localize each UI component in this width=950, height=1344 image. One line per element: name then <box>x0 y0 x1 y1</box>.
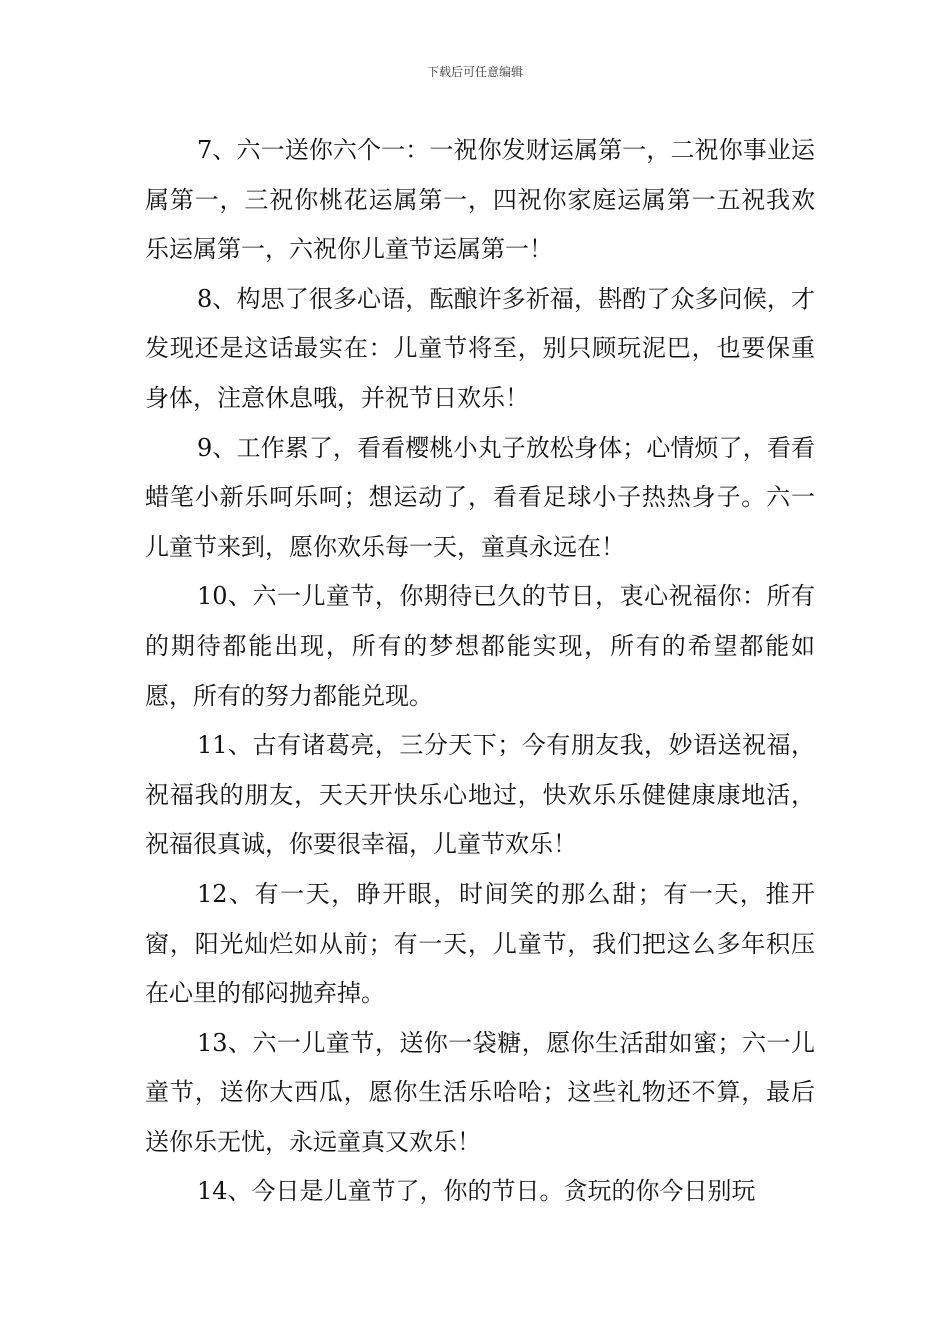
paragraph-10: 10、六一儿童节，你期待已久的节日，衷心祝福你：所有的期待都能出现，所有的梦想都能实现，所有的希望都能如愿，所有的努力都能兑现。 <box>145 582 815 710</box>
page-header: 下载后可任意编辑 <box>426 65 523 79</box>
paragraph-13: 13、六一儿童节，送你一袋糖，愿你生活甜如蜜；六一儿童节，送你大西瓜，愿你生活乐哈哈；这些礼物还不算，最后送你乐无忧，永远童真又欢乐！ <box>145 1028 815 1156</box>
paragraph-8: 8、构思了很多心语，酝酿许多祈福，斟酌了众多问候，才发现还是这话最实在：儿童节将至，别只顾玩泥巴，也要保重身体，注意休息哦，并祝节日欢乐！ <box>145 284 815 412</box>
paragraph-9: 9、工作累了，看看樱桃小丸子放松身体；心情烦了，看看蜡笔小新乐呵乐呵；想运动了，看看足球小子热热身子。六一儿童节来到，愿你欢乐每一天，童真永远在！ <box>145 433 815 561</box>
paragraph-11: 11、古有诸葛亮，三分天下；今有朋友我，妙语送祝福，祝福我的朋友，天天开快乐心地过，快欢乐乐健健康康地活，祝福很真诚，你要很幸福，儿童节欢乐！ <box>145 731 815 859</box>
paragraph-14: 14、今日是儿童节了，你的节日。贪玩的你今日别玩 <box>197 1177 756 1206</box>
paragraph-7: 7、六一送你六个一：一祝你发财运属第一，二祝你事业运属第一，三祝你桃花运属第一，四祝你家庭运属第一五祝我欢乐运属第一，六祝你儿童节运属第一！ <box>145 136 815 264</box>
document-body <box>145 126 815 1217</box>
paragraph-12: 12、有一天，睁开眼，时间笑的那么甜；有一天，推开窗，阳光灿烂如从前；有一天，儿童节，我们把这么多年积压在心里的郁闷抛弃掉。 <box>145 879 815 1008</box>
